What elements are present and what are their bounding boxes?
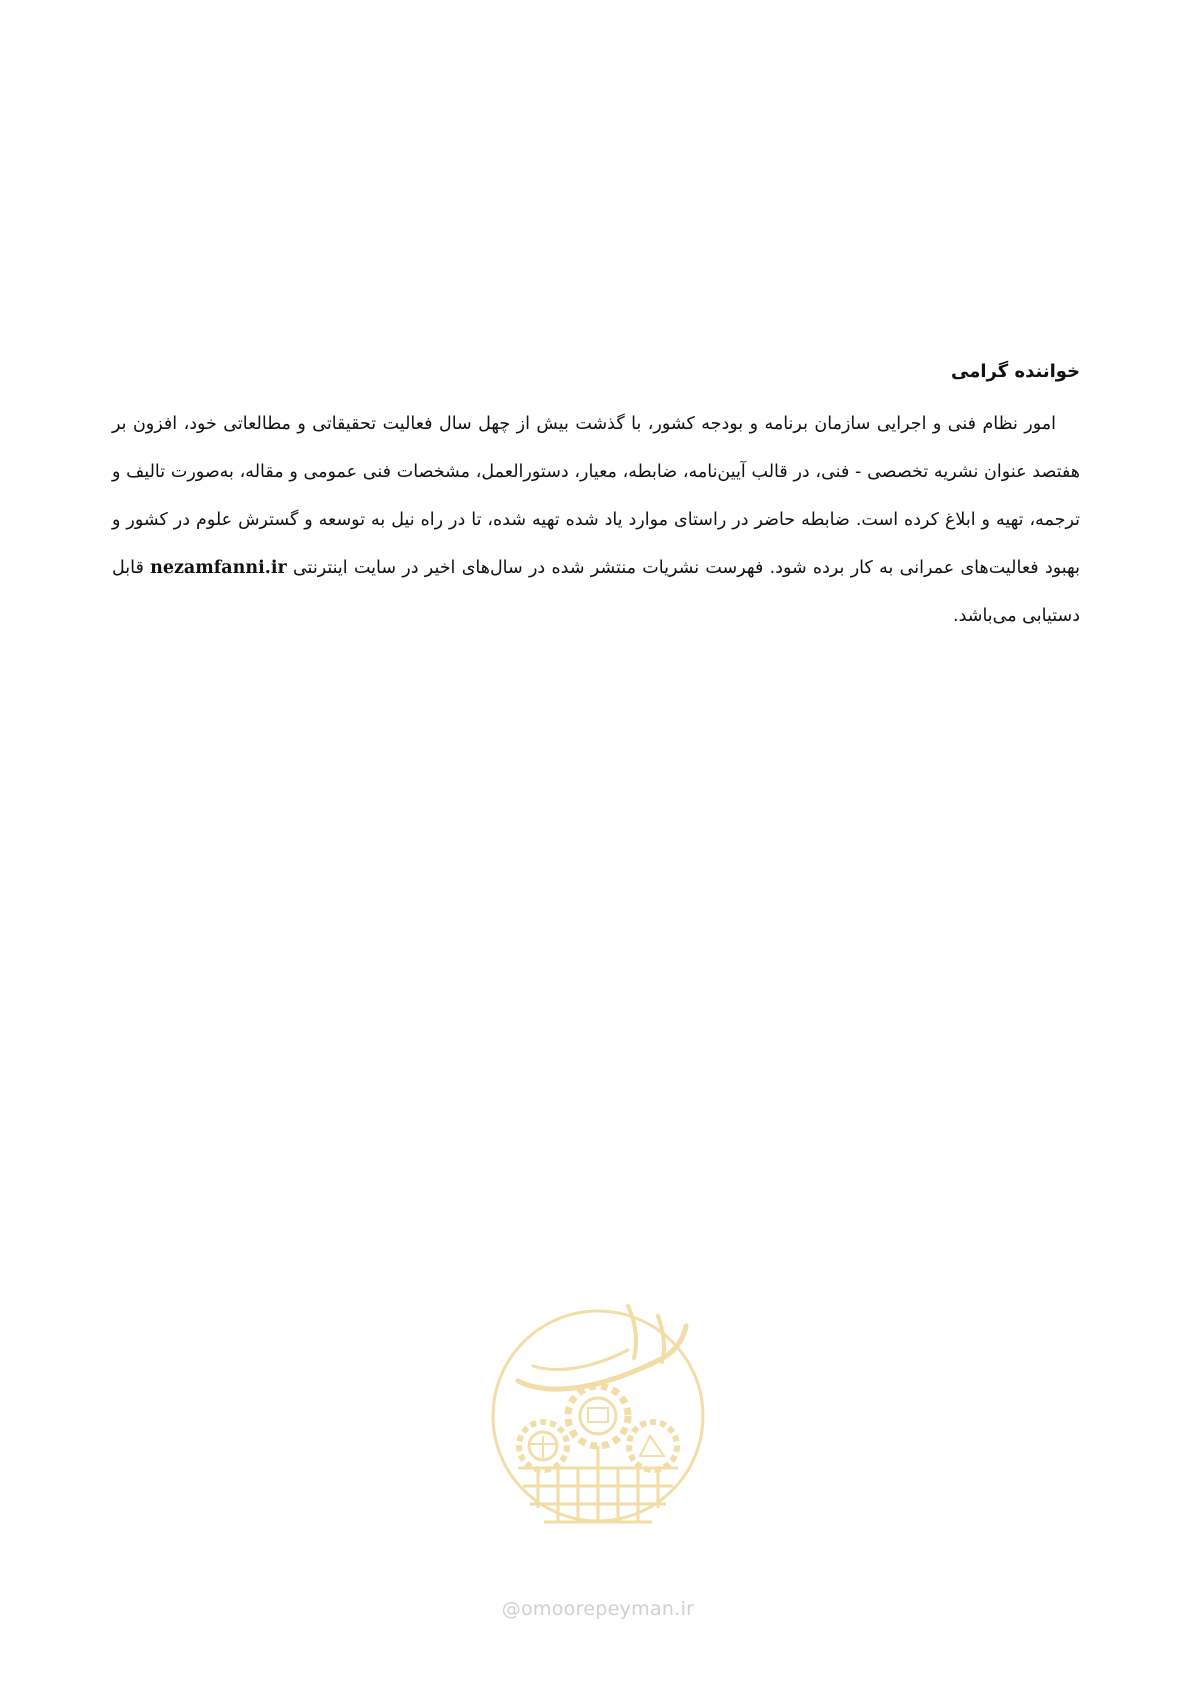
intro-paragraph xyxy=(112,400,1080,640)
paragraph-text-end: قابل دستیابی می‌باشد. xyxy=(112,558,1080,626)
paragraph-text-start: امور نظام فنی و اجرایی سازمان برنامه و بودجه کشور، با گذشت بیش از چهل سال فعالیت تحقیقاتی و مطالعاتی خود، افزون بر هفتصد عنوان نشریه تخصصی - فنی، در قالب آیین‌نامه، ضابطه، معیار، دستورالعمل، مشخصات فنی عمومی و مقاله، به‌صورت تالیف و ترجمه، تهیه و ابلاغ کرده است. ضابطه حاضر در راستای موارد یاد شده تهیه شده، تا در راه نیل به توسعه و گسترش علوم در کشور و بهبود فعالیت‌های عمرانی به کار برده شود. فهرست نشریات منتشر شده در سال‌های اخیر در سایت اینترنتی xyxy=(112,414,1080,578)
website-link[interactable]: nezamfanni.ir xyxy=(150,558,287,578)
document-heading: خواننده گرامی xyxy=(950,361,1080,382)
document-body xyxy=(112,358,1080,640)
watermark-logo xyxy=(478,1246,718,1620)
watermark-caption: @omoorepeyman.ir xyxy=(501,1598,695,1620)
watermark-seal-icon xyxy=(478,1246,718,1586)
